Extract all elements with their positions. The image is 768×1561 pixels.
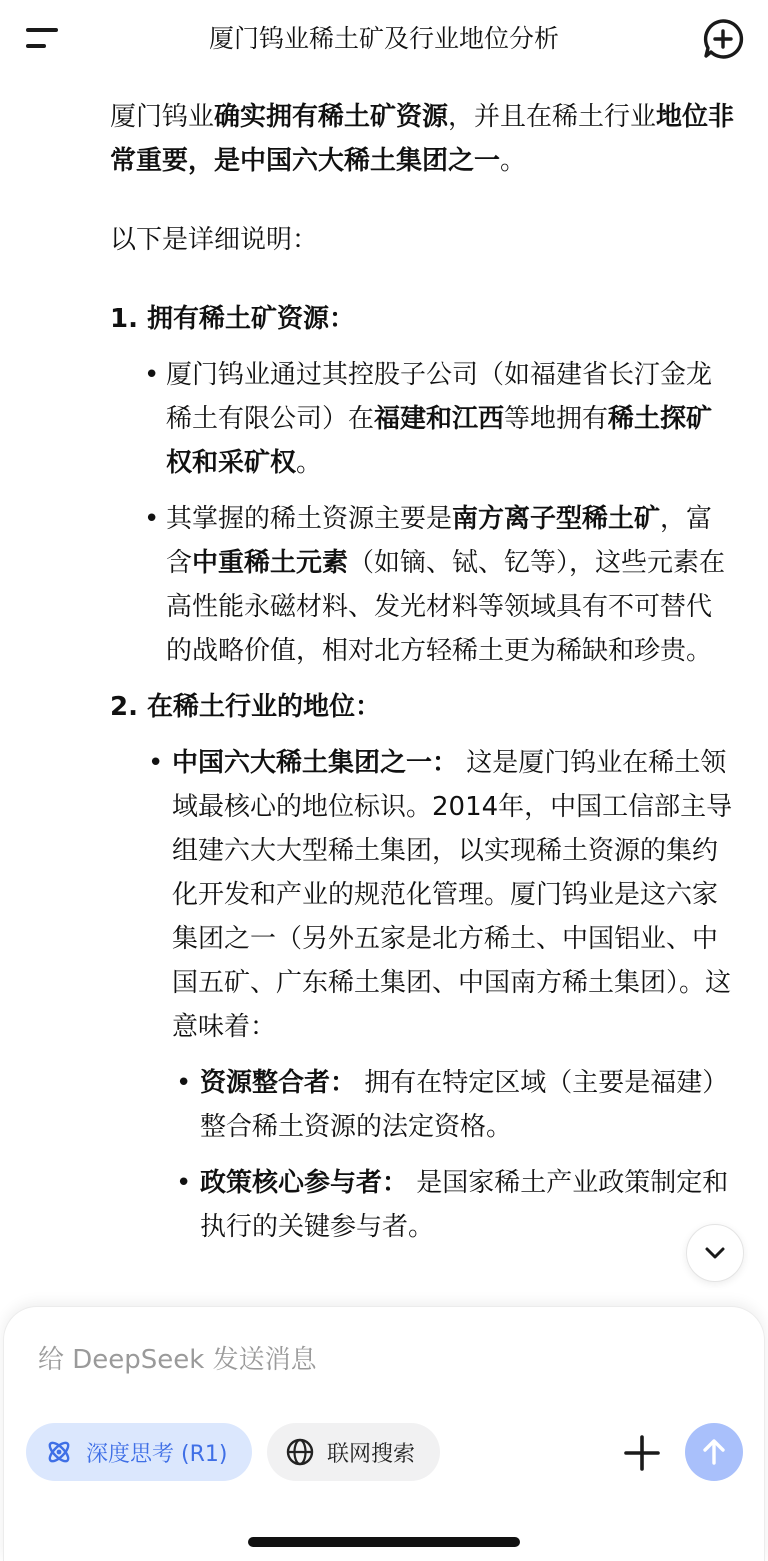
atom-icon <box>44 1437 74 1467</box>
top-bar <box>0 0 768 78</box>
section-title-resources: 1. 拥有稀土矿资源： <box>110 304 356 334</box>
web-search-toggle[interactable] <box>267 1423 440 1481</box>
list-item: • 厦门钨业通过其控股子公司（如福建省长汀金龙稀土有限公司）在福建和江西等地拥有稀土探矿权和采矿权。 <box>110 353 735 485</box>
scroll-to-bottom-button[interactable] <box>686 1224 744 1282</box>
answer-lead: 以下是详细说明： <box>110 225 319 255</box>
sub-list-item: • 资源整合者： 拥有在特定区域（主要是福建）整合稀土资源的法定资格。 <box>110 1061 735 1149</box>
list-item: • 中国六大稀土集团之一： 这是厦门钨业在稀土领域最核心的地位标识。2014年，中国工信部主导组建六大大型稀土集团，以实现稀土资源的集约化开发和产业的规范化管理。厦门钨业是这六家集团之一（另外五家是北方稀土、中国铝业、中国五矿、广东稀土集团、中国南方稀土集团）。这意味着： <box>110 741 735 1049</box>
list-item: • 其掌握的稀土资源主要是南方离子型稀土矿，富含中重稀土元素（如镝、铽、钇等），这些元素在高性能永磁材料、发光材料等领域具有不可替代的战略价值，相对北方轻稀土更为稀缺和珍贵。 <box>110 497 735 673</box>
hamburger-menu-icon[interactable] <box>26 22 66 58</box>
attach-plus-icon[interactable] <box>620 1431 664 1475</box>
globe-icon <box>285 1437 315 1467</box>
deepthink-toggle[interactable] <box>26 1423 252 1481</box>
conversation-title: 厦门钨业稀土矿及行业地位分析 <box>208 24 559 53</box>
arrow-up-icon <box>699 1437 729 1467</box>
answer-intro: 厦门钨业确实拥有稀土矿资源，并且在稀土行业地位非常重要，是中国六大稀土集团之一。 <box>110 102 735 176</box>
deepthink-label: 深度思考 (R1) <box>86 1441 228 1467</box>
web-search-label: 联网搜索 <box>327 1441 416 1467</box>
sub-list-item: • 政策核心参与者： 是国家稀土产业政策制定和执行的关键参与者。 <box>110 1161 735 1249</box>
message-input[interactable] <box>36 1337 680 1383</box>
message-composer <box>3 1306 765 1561</box>
home-indicator <box>248 1537 520 1547</box>
chevron-down-icon <box>702 1240 728 1266</box>
send-button[interactable] <box>685 1423 743 1481</box>
section-title-industry-status: 2. 在稀土行业的地位： <box>110 692 382 722</box>
new-chat-plus-icon[interactable] <box>702 18 744 60</box>
assistant-answer <box>110 95 735 1261</box>
